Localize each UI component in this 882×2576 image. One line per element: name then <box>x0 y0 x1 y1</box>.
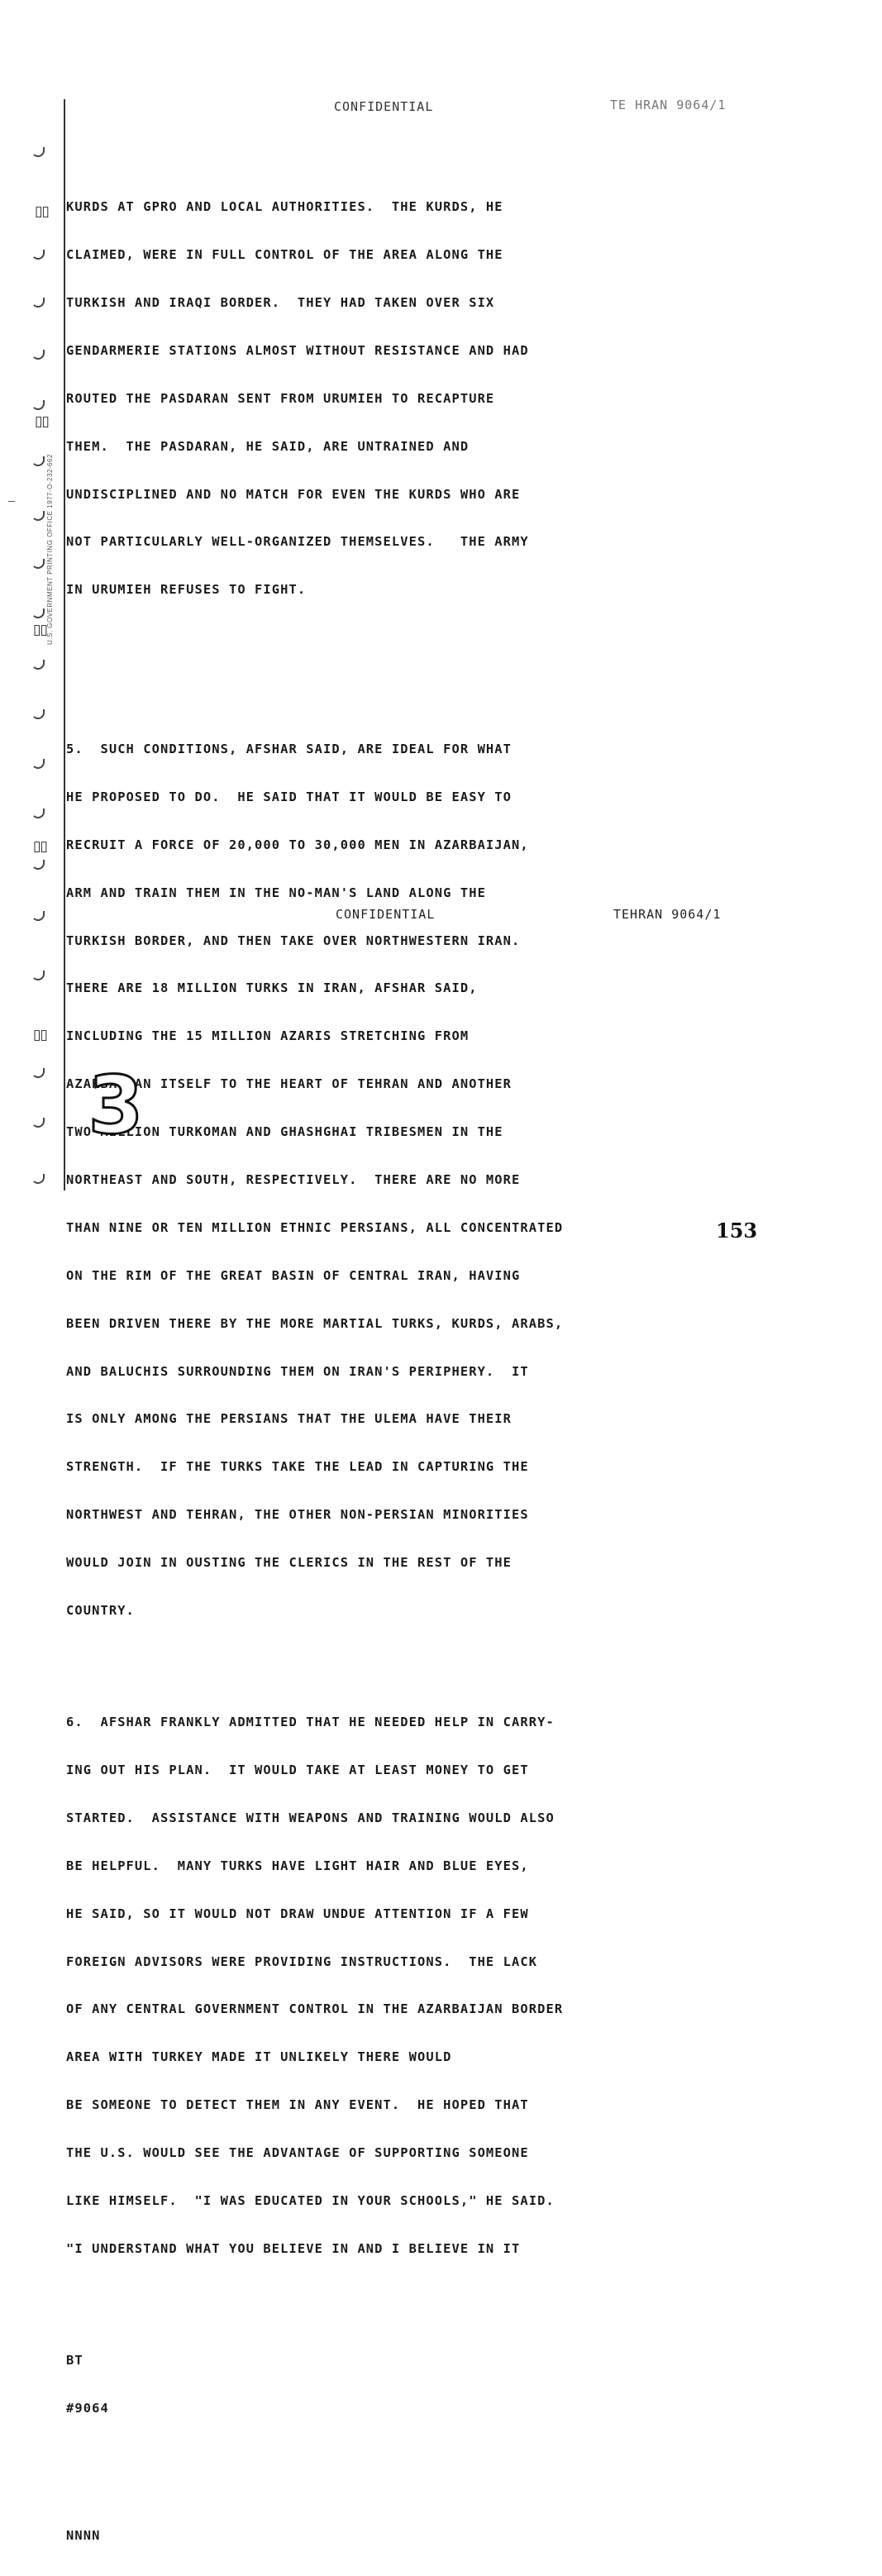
binding-mark <box>31 860 45 870</box>
footer-reference: TEHRAN 9064/1 <box>613 907 722 922</box>
text-line: COUNTRY. <box>66 1603 135 1619</box>
text-line: ROUTED THE PASDARAN SENT FROM URUMIEH TO RECAPTURE <box>66 390 495 406</box>
text-line: RECRUIT A FORCE OF 20,000 TO 30,000 MEN IN AZARBAIJAN, <box>66 837 529 852</box>
text-line: LIKE HIMSELF. "I WAS EDUCATED IN YOUR SCHOOLS," HE SAID. <box>66 2193 555 2208</box>
text-line: TURKISH BORDER, AND THEN TAKE OVER NORTHWESTERN IRAN. <box>66 933 521 948</box>
text-line: THEM. THE PASDARAN, HE SAID, ARE UNTRAINED AND <box>66 438 470 454</box>
text-line: 6. AFSHAR FRANKLY ADMITTED THAT HE NEEDED HELP IN CARRY- <box>66 1715 555 1730</box>
text-line: TURKISH AND IRAQI BORDER. THEY HAD TAKEN OVER SIX <box>66 294 495 310</box>
binding-mark <box>31 147 45 157</box>
paragraph-4-tail <box>66 168 694 631</box>
text-line: THERE ARE 18 MILLION TURKS IN IRAN, AFSHAR SAID, <box>66 980 478 996</box>
binding-mark <box>31 511 45 521</box>
margin-glyph: ▯▯ <box>35 413 49 430</box>
binding-mark <box>31 608 45 618</box>
text-line: AZARBAIJAN ITSELF TO THE HEART OF TEHRAN AND ANOTHER <box>66 1076 513 1092</box>
text-line: OF ANY CENTRAL GOVERNMENT CONTROL IN THE AZARBAIJAN BORDER <box>66 2001 564 2017</box>
margin-glyph: ▯▯ <box>35 203 49 220</box>
text-line: INCLUDING THE 15 MILLION AZARIS STRETCHING FROM <box>66 1028 470 1044</box>
binding-mark <box>31 759 45 769</box>
text-line: CLAIMED, WERE IN FULL CONTROL OF THE AREA ALONG THE <box>66 247 503 263</box>
binding-mark <box>31 1118 45 1128</box>
text-line: AND BALUCHIS SURROUNDING THEM ON IRAN'S PERIPHERY. IT <box>66 1363 529 1379</box>
header-reference: TE HRAN 9064/1 <box>610 98 727 112</box>
binding-mark <box>31 911 45 921</box>
text-line: FOREIGN ADVISORS WERE PROVIDING INSTRUCTIONS. THE LACK <box>66 1953 538 1969</box>
binding-mark <box>31 350 45 360</box>
text-line: TWO MILLION TURKOMAN AND GHASHGHAI TRIBESMEN IN THE <box>66 1124 503 1140</box>
margin-rule <box>64 99 65 1190</box>
imprint-text: U.S. GOVERNMENT PRINTING OFFICE 1977-O-232-662 <box>46 454 54 645</box>
text-line: HE PROPOSED TO DO. HE SAID THAT IT WOULD BE EASY TO <box>66 789 513 804</box>
text-line: GENDARMERIE STATIONS ALMOST WITHOUT RESISTANCE AND HAD <box>66 342 529 358</box>
stray-mark <box>8 501 15 502</box>
text-line: ING OUT HIS PLAN. IT WOULD TAKE AT LEAST MONEY TO GET <box>66 1762 529 1777</box>
text-line: WOULD JOIN IN OUSTING THE CLERICS IN THE REST OF THE <box>66 1555 513 1571</box>
printing-office-imprint <box>46 397 58 645</box>
text-line: UNDISCIPLINED AND NO MATCH FOR EVEN THE KURDS WHO ARE <box>66 486 521 502</box>
binding-mark <box>31 456 45 466</box>
text-line: BT <box>66 2352 83 2368</box>
paragraph-6 <box>66 1683 694 2289</box>
text-line: IN URUMIEH REFUSES TO FIGHT. <box>66 582 307 598</box>
text-line: ON THE RIM OF THE GREAT BASIN OF CENTRAL IRAN, HAVING <box>66 1267 521 1283</box>
text-line: IS ONLY AMONG THE PERSIANS THAT THE ULEMA HAVE THEIR <box>66 1411 513 1427</box>
handwritten-number <box>88 1059 144 1152</box>
big-number-text: 3 <box>88 1059 144 1152</box>
margin-glyph: ▯▯ <box>33 838 47 855</box>
binding-mark <box>31 1068 45 1078</box>
text-line: NORTHEAST AND SOUTH, RESPECTIVELY. THERE ARE NO MORE <box>66 1172 521 1187</box>
text-line: "I UNDERSTAND WHAT YOU BELIEVE IN AND I BELIEVE IN IT <box>66 2240 521 2256</box>
text-line: THE U.S. WOULD SEE THE ADVANTAGE OF SUPPORTING SOMEONE <box>66 2145 529 2161</box>
footer-classification: CONFIDENTIAL <box>336 907 436 922</box>
text-line: STARTED. ASSISTANCE WITH WEAPONS AND TRAINING WOULD ALSO <box>66 1810 555 1825</box>
page-number: 153 <box>716 1219 758 1243</box>
end-marker: NNNN <box>66 2527 101 2543</box>
text-line: BE SOMEONE TO DETECT THEM IN ANY EVENT. HE HOPED THAT <box>66 2097 529 2113</box>
binding-mark <box>31 298 45 308</box>
binding-mark <box>31 809 45 818</box>
text-line: 5. SUCH CONDITIONS, AFSHAR SAID, ARE IDEAL FOR WHAT <box>66 741 513 756</box>
closing-lines <box>66 2321 694 2448</box>
binding-mark <box>31 660 45 670</box>
binding-mark <box>31 250 45 260</box>
text-line: HE SAID, SO IT WOULD NOT DRAW UNDUE ATTENTION IF A FEW <box>66 1906 529 1921</box>
text-line: NOT PARTICULARLY WELL-ORGANIZED THEMSELVES. THE ARMY <box>66 534 529 550</box>
header-classification: CONFIDENTIAL <box>334 99 434 114</box>
text-line: THAN NINE OR TEN MILLION ETHNIC PERSIANS, ALL CONCENTRATED <box>66 1219 564 1235</box>
text-line: AREA WITH TURKEY MADE IT UNLIKELY THERE WOULD <box>66 2049 452 2065</box>
text-line: NORTHWEST AND TEHRAN, THE OTHER NON-PERSIAN MINORITIES <box>66 1507 529 1523</box>
text-line: ARM AND TRAIN THEM IN THE NO-MAN'S LAND ALONG THE <box>66 885 486 900</box>
text-line: KURDS AT GPRO AND LOCAL AUTHORITIES. THE KURDS, HE <box>66 199 503 215</box>
binding-mark <box>31 400 45 410</box>
binding-mark <box>31 709 45 719</box>
margin-glyph: ▯▯ <box>33 1027 47 1043</box>
text-line: STRENGTH. IF THE TURKS TAKE THE LEAD IN CAPTURING THE <box>66 1459 529 1475</box>
text-line: #9064 <box>66 2400 109 2416</box>
binding-mark <box>31 559 45 569</box>
margin-glyph: ▯▯ <box>33 622 47 638</box>
text-line: BE HELPFUL. MANY TURKS HAVE LIGHT HAIR AND BLUE EYES, <box>66 1858 529 1873</box>
binding-mark <box>31 971 45 980</box>
paragraph-5 <box>66 709 694 1651</box>
text-line: BEEN DRIVEN THERE BY THE MORE MARTIAL TURKS, KURDS, ARABS, <box>66 1315 564 1331</box>
binding-mark <box>31 1174 45 1184</box>
cable-body <box>66 136 694 2576</box>
